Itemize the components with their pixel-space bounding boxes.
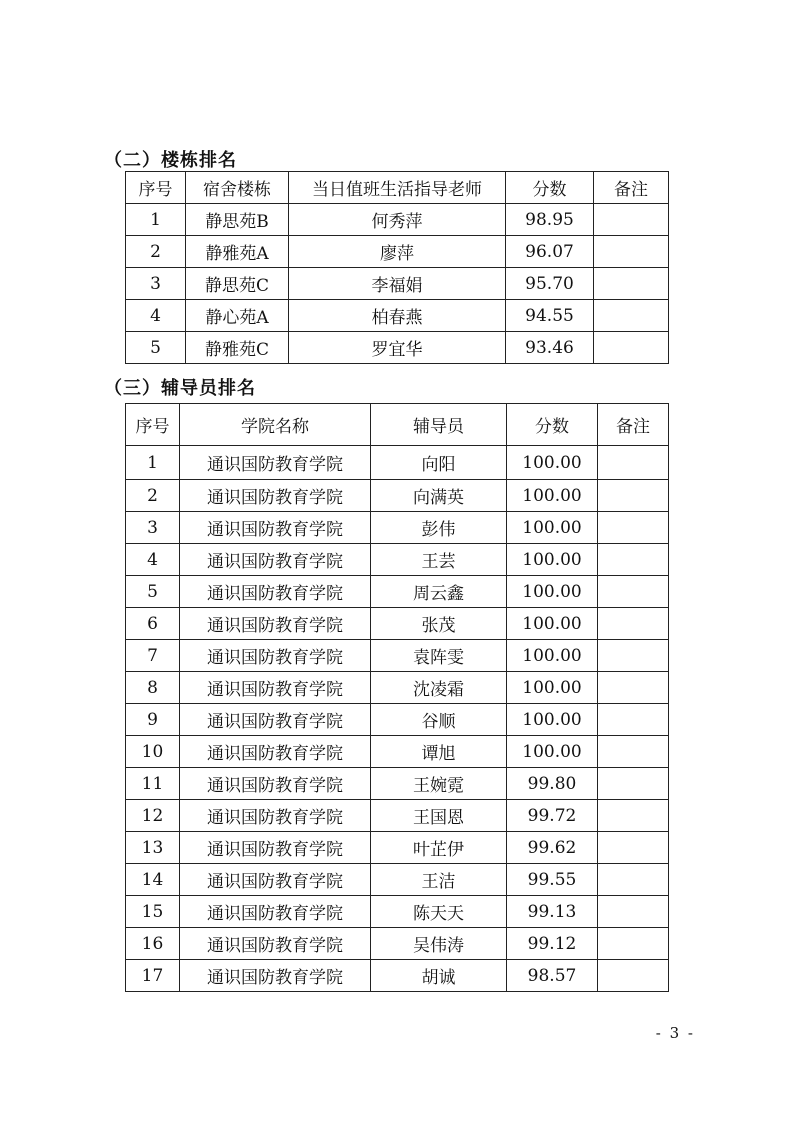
header-remarks: 备注 — [594, 172, 669, 204]
cell-index: 16 — [126, 928, 180, 960]
cell-counselor: 陈天天 — [371, 896, 507, 928]
cell-score: 100.00 — [507, 576, 598, 608]
cell-remarks — [598, 576, 669, 608]
cell-score: 96.07 — [506, 236, 594, 268]
cell-score: 100.00 — [507, 736, 598, 768]
table-row — [126, 704, 669, 736]
cell-index: 1 — [126, 446, 180, 480]
cell-score: 100.00 — [507, 512, 598, 544]
cell-counselor: 张茂 — [371, 608, 507, 640]
table-row — [126, 236, 669, 268]
cell-teacher: 罗宜华 — [289, 332, 506, 364]
table-row — [126, 332, 669, 364]
cell-college: 通识国防教育学院 — [180, 608, 371, 640]
cell-remarks — [598, 896, 669, 928]
cell-college: 通识国防教育学院 — [180, 512, 371, 544]
table-row — [126, 672, 669, 704]
cell-index: 4 — [126, 544, 180, 576]
table-row — [126, 736, 669, 768]
cell-index: 5 — [126, 576, 180, 608]
cell-score: 95.70 — [506, 268, 594, 300]
table-row — [126, 576, 669, 608]
cell-building: 静雅苑A — [186, 236, 289, 268]
cell-index: 14 — [126, 864, 180, 896]
cell-counselor: 谷顺 — [371, 704, 507, 736]
cell-counselor: 向满英 — [371, 480, 507, 512]
section-title-counselor-ranking: （三）辅导员排名 — [104, 378, 256, 399]
cell-remarks — [598, 608, 669, 640]
cell-score: 98.95 — [506, 204, 594, 236]
cell-score: 100.00 — [507, 480, 598, 512]
cell-counselor: 王芸 — [371, 544, 507, 576]
cell-score: 99.72 — [507, 800, 598, 832]
cell-score: 100.00 — [507, 544, 598, 576]
cell-index: 13 — [126, 832, 180, 864]
cell-counselor: 向阳 — [371, 446, 507, 480]
cell-score: 99.55 — [507, 864, 598, 896]
cell-college: 通识国防教育学院 — [180, 640, 371, 672]
cell-college: 通识国防教育学院 — [180, 800, 371, 832]
cell-score: 100.00 — [507, 608, 598, 640]
table-row — [126, 268, 669, 300]
cell-college: 通识国防教育学院 — [180, 768, 371, 800]
cell-teacher: 廖萍 — [289, 236, 506, 268]
cell-index: 1 — [126, 204, 186, 236]
cell-remarks — [598, 446, 669, 480]
cell-building: 静思苑C — [186, 268, 289, 300]
table-row — [126, 544, 669, 576]
cell-remarks — [598, 672, 669, 704]
cell-college: 通识国防教育学院 — [180, 736, 371, 768]
cell-teacher: 柏春燕 — [289, 300, 506, 332]
cell-college: 通识国防教育学院 — [180, 960, 371, 992]
cell-score: 93.46 — [506, 332, 594, 364]
cell-index: 2 — [126, 236, 186, 268]
page-number: - 3 - — [655, 1024, 695, 1042]
cell-index: 15 — [126, 896, 180, 928]
cell-remarks — [598, 800, 669, 832]
table-row — [126, 608, 669, 640]
cell-counselor: 王国恩 — [371, 800, 507, 832]
table-row — [126, 800, 669, 832]
cell-score: 100.00 — [507, 704, 598, 736]
cell-college: 通识国防教育学院 — [180, 704, 371, 736]
cell-remarks — [594, 204, 669, 236]
cell-remarks — [598, 544, 669, 576]
cell-index: 4 — [126, 300, 186, 332]
table-row — [126, 480, 669, 512]
table-row — [126, 832, 669, 864]
cell-score: 100.00 — [507, 672, 598, 704]
cell-index: 6 — [126, 608, 180, 640]
cell-index: 7 — [126, 640, 180, 672]
cell-score: 99.62 — [507, 832, 598, 864]
cell-remarks — [598, 512, 669, 544]
table-row — [126, 512, 669, 544]
cell-college: 通识国防教育学院 — [180, 832, 371, 864]
cell-remarks — [598, 928, 669, 960]
cell-counselor: 胡诚 — [371, 960, 507, 992]
cell-score: 99.13 — [507, 896, 598, 928]
cell-index: 8 — [126, 672, 180, 704]
cell-remarks — [598, 864, 669, 896]
table-row — [126, 640, 669, 672]
table-row — [126, 928, 669, 960]
cell-college: 通识国防教育学院 — [180, 544, 371, 576]
cell-remarks — [598, 640, 669, 672]
header-score: 分数 — [507, 404, 598, 446]
cell-index: 17 — [126, 960, 180, 992]
table-row — [126, 300, 669, 332]
header-building: 宿舍楼栋 — [186, 172, 289, 204]
cell-index: 5 — [126, 332, 186, 364]
cell-remarks — [598, 960, 669, 992]
cell-counselor: 叶芷伊 — [371, 832, 507, 864]
cell-score: 99.80 — [507, 768, 598, 800]
table-row — [126, 864, 669, 896]
cell-college: 通识国防教育学院 — [180, 576, 371, 608]
cell-score: 94.55 — [506, 300, 594, 332]
cell-score: 98.57 — [507, 960, 598, 992]
cell-building: 静雅苑C — [186, 332, 289, 364]
cell-college: 通识国防教育学院 — [180, 480, 371, 512]
cell-college: 通识国防教育学院 — [180, 928, 371, 960]
cell-counselor: 王婉霓 — [371, 768, 507, 800]
cell-remarks — [598, 736, 669, 768]
cell-remarks — [598, 768, 669, 800]
cell-building: 静心苑A — [186, 300, 289, 332]
cell-score: 100.00 — [507, 446, 598, 480]
cell-score: 99.12 — [507, 928, 598, 960]
cell-index: 3 — [126, 268, 186, 300]
table-row — [126, 960, 669, 992]
table-row — [126, 768, 669, 800]
cell-college: 通识国防教育学院 — [180, 446, 371, 480]
cell-counselor: 彭伟 — [371, 512, 507, 544]
cell-remarks — [598, 480, 669, 512]
cell-index: 3 — [126, 512, 180, 544]
table-header-row — [126, 404, 669, 446]
header-college: 学院名称 — [180, 404, 371, 446]
cell-index: 10 — [126, 736, 180, 768]
cell-teacher: 李福娟 — [289, 268, 506, 300]
cell-teacher: 何秀萍 — [289, 204, 506, 236]
cell-building: 静思苑B — [186, 204, 289, 236]
header-teacher: 当日值班生活指导老师 — [289, 172, 506, 204]
cell-score: 100.00 — [507, 640, 598, 672]
table-header-row — [126, 172, 669, 204]
header-index: 序号 — [126, 404, 180, 446]
table-row — [126, 446, 669, 480]
table-row — [126, 204, 669, 236]
cell-counselor: 王洁 — [371, 864, 507, 896]
table-row — [126, 896, 669, 928]
cell-counselor: 沈凌霜 — [371, 672, 507, 704]
cell-counselor: 谭旭 — [371, 736, 507, 768]
cell-index: 9 — [126, 704, 180, 736]
header-score: 分数 — [506, 172, 594, 204]
header-index: 序号 — [126, 172, 186, 204]
cell-index: 2 — [126, 480, 180, 512]
building-ranking-table — [125, 171, 669, 364]
cell-college: 通识国防教育学院 — [180, 672, 371, 704]
cell-remarks — [598, 832, 669, 864]
cell-remarks — [594, 236, 669, 268]
section-title-building-ranking: （二）楼栋排名 — [104, 150, 237, 171]
cell-remarks — [594, 300, 669, 332]
cell-remarks — [594, 332, 669, 364]
cell-remarks — [598, 704, 669, 736]
header-remarks: 备注 — [598, 404, 669, 446]
cell-college: 通识国防教育学院 — [180, 864, 371, 896]
cell-index: 12 — [126, 800, 180, 832]
header-counselor: 辅导员 — [371, 404, 507, 446]
cell-counselor: 吴伟涛 — [371, 928, 507, 960]
cell-counselor: 周云鑫 — [371, 576, 507, 608]
counselor-ranking-table — [125, 403, 669, 992]
cell-index: 11 — [126, 768, 180, 800]
cell-college: 通识国防教育学院 — [180, 896, 371, 928]
cell-remarks — [594, 268, 669, 300]
cell-counselor: 袁阵雯 — [371, 640, 507, 672]
